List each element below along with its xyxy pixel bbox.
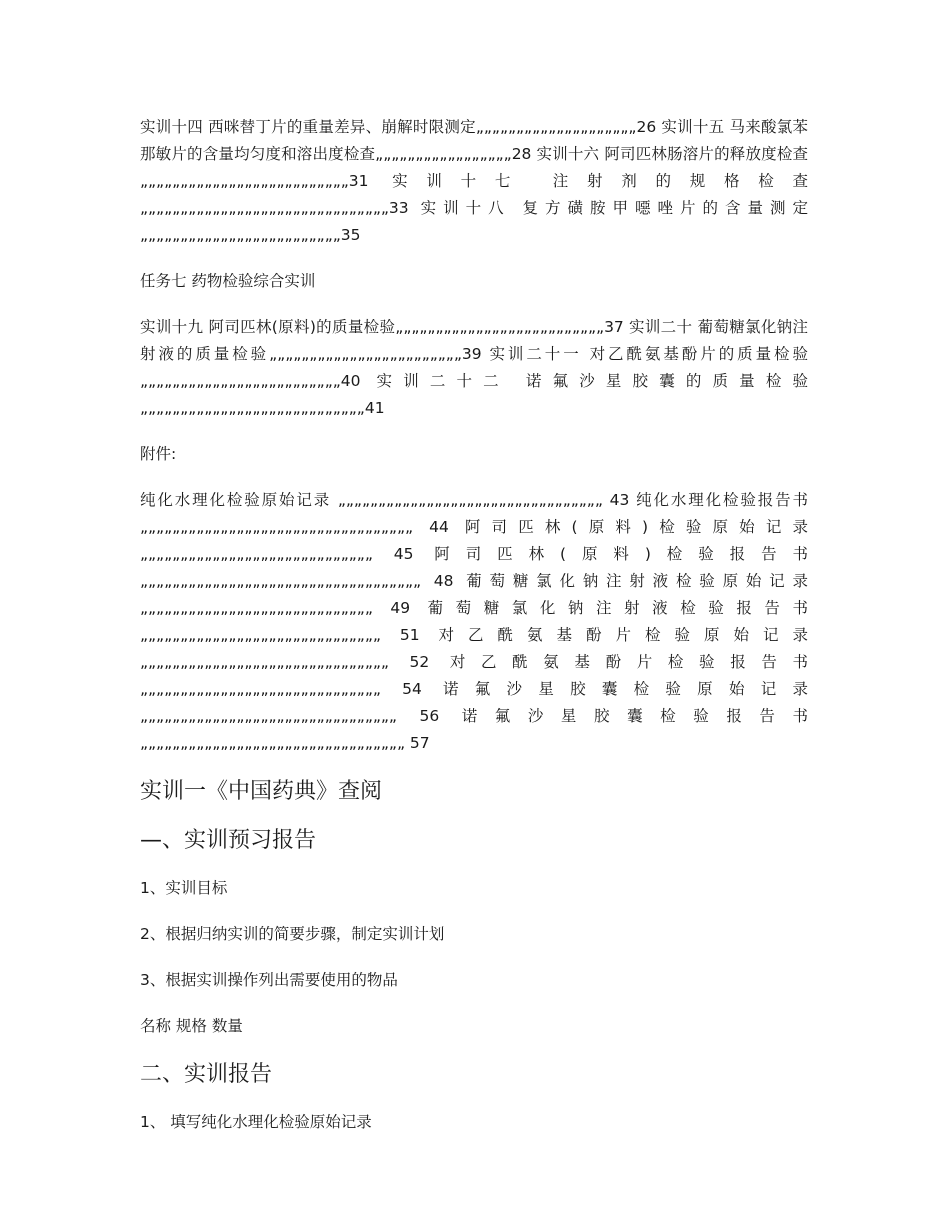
- task-heading: 任务七 药物检验综合实训: [140, 272, 316, 290]
- practical-title: 实训一《中国药典》查阅: [140, 779, 383, 804]
- list-item-objectives: 1、实训目标: [140, 879, 228, 897]
- section-heading-report: 二、实训报告: [140, 1062, 273, 1087]
- toc-block-appendix: 纯化水理化检验原始记录 „„„„„„„„„„„„„„„„„„„„„„„„„„„„„„„„„ 43 纯化水理化检验报告书 „„„„„„„„„„„„„„„„„„„„„„„„„„„„„„„„„„ 44 阿司匹林(原料)检验原始记录 „„„„„„„„„„„„„„„„„„„„„„„„„„„„„ 45 阿司匹林(原料)检验报告书 „„„„„„„„„„„„„„„„„„„„„„„„„„„„„„„„„„„ 48 葡萄糖氯化钠注射液检验原始记录 „„„„„„„„„„„„„„„„„„„„„„„„„„„„„ 49 葡萄糖氯化钠注射液检验报告书 „„„„„„„„„„„„„„„„„„„„„„„„„„„„„„ 51 对乙酰氨基酚片检验原始记录 „„„„„„„„„„„„„„„„„„„„„„„„„„„„„„„ 52 对乙酰氨基酚片检验报告书 „„„„„„„„„„„„„„„„„„„„„„„„„„„„„„ 54 诺氟沙星胶囊检验原始记录 „„„„„„„„„„„„„„„„„„„„„„„„„„„„„„„„ 56 诺氟沙星胶囊检验报告书 „„„„„„„„„„„„„„„„„„„„„„„„„„„„„„„„„ 57: [140, 491, 808, 752]
- materials-columns-line: 名称 规格 数量: [140, 1017, 243, 1035]
- toc-block-practicals-14-18: 实训十四 西咪替丁片的重量差异、崩解时限测定„„„„„„„„„„„„„„„„„„„„26 实训十五 马来酸氯苯那敏片的含量均匀度和溶出度检查„„„„„„„„„„„„„„„„„28 实训十六 阿司匹林肠溶片的释放度检查„„„„„„„„„„„„„„„„„„„„„„„„„„31 实训十七 注射剂的规格检查„„„„„„„„„„„„„„„„„„„„„„„„„„„„„„„33 实训十八 复方磺胺甲噁唑片的含量测定„„„„„„„„„„„„„„„„„„„„„„„„„35: [140, 118, 808, 244]
- document-page: [140, 114, 808, 1136]
- list-item-fill-record: 1、 填写纯化水理化检验原始记录: [140, 1113, 372, 1131]
- appendix-label: 附件:: [140, 445, 177, 463]
- toc-block-practicals-19-22: 实训十九 阿司匹林(原料)的质量检验„„„„„„„„„„„„„„„„„„„„„„„„„„37 实训二十 葡萄糖氯化钠注射液的质量检验„„„„„„„„„„„„„„„„„„„„„„„„39 实训二十一 对乙酰氨基酚片的质量检验„„„„„„„„„„„„„„„„„„„„„„„„„40 实训二十二 诺氟沙星胶囊的质量检验„„„„„„„„„„„„„„„„„„„„„„„„„„„„41: [140, 318, 808, 417]
- list-item-plan: 2、根据归纳实训的简要步骤，制定实训计划: [140, 925, 445, 943]
- section-heading-preview-report: —、实训预习报告: [140, 828, 317, 853]
- list-item-materials: 3、根据实训操作列出需要使用的物品: [140, 971, 398, 989]
